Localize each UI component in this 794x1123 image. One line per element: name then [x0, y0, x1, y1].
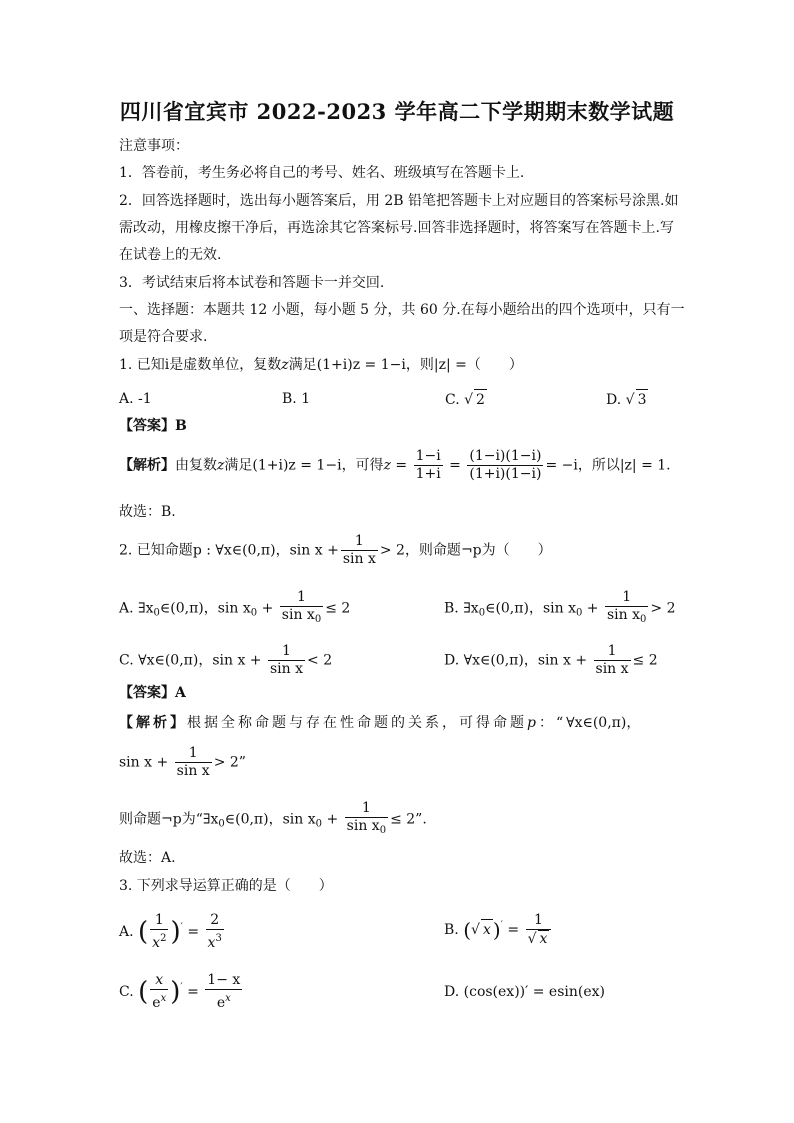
q2-analysis-b: ：“	[538, 715, 567, 731]
q3-c-prime: ′	[180, 982, 183, 993]
q2-neg-quant: ∃x	[202, 811, 219, 828]
q2-b-quant: ∃x	[463, 600, 479, 617]
q3-b-rparen: )	[492, 918, 501, 942]
q2-neg-rel: ≤ 2	[390, 811, 416, 828]
q2-stem-frac-num: 1	[341, 533, 378, 551]
q1-frac1-den: 1+i	[415, 466, 441, 482]
q3-a-lhs-den-x: x	[152, 935, 161, 951]
q3-b-eq: =	[507, 922, 520, 938]
q1-abs: |z| =	[433, 357, 467, 373]
q2-analysis-sinx: sin x +	[119, 754, 169, 771]
q1-analysis: 【解析】由复数z满足(1+i)z = 1−i，可得z = $\frac{1-i}{1+i}$ = $\frac{(1-i)(1-i)}{(1+i)(1-i)}$ = −i，所以|z| = 1.	[119, 448, 671, 482]
q3-c-lhs-exp: x	[160, 993, 167, 1004]
q2-option-c	[119, 643, 332, 678]
q3-c-label: C.	[119, 984, 134, 1000]
q2-b-frac-num: 1	[605, 589, 648, 607]
q2-analysis-quant: ∀x∈(0,π)	[566, 715, 627, 731]
question-2-stem	[119, 533, 552, 568]
q2-c-label: C.	[119, 652, 134, 669]
q2-neg-symbol: ¬p	[161, 811, 182, 828]
q3-a-rhs-num: 2	[206, 912, 224, 930]
q2-neg-c: ”.	[415, 811, 427, 828]
q2-d-frac-den: sin x	[595, 661, 629, 677]
q2-sinx: sin x +	[289, 542, 339, 559]
note-3: 3．考试结束后将本试卷和答题卡一并交回.	[119, 275, 385, 291]
q1-analysis-b: 满足	[224, 457, 253, 474]
q1-stem-d: （ ）	[466, 357, 523, 373]
question-1-stem	[119, 355, 523, 375]
q3-a-lhs-num: 1	[150, 912, 168, 930]
q3-b-rhs-den-x: x	[539, 931, 548, 947]
q2-a-frac	[280, 589, 323, 628]
note-2-line2: 需改动，用橡皮擦干净后，再选涂其它答案标号.回答非选择题时，将答案写在答题卡上.写	[119, 220, 674, 236]
q2-b-rel: > 2	[650, 600, 676, 617]
q2-stem-c: ，则命题	[404, 542, 461, 559]
q3-c-eq: =	[187, 984, 199, 1000]
q3-b-lhs: x	[481, 919, 493, 940]
q3-option-d	[444, 982, 605, 1002]
q2-analysis-p: p	[527, 715, 539, 731]
q2-d-comma: ，	[523, 652, 538, 669]
q1-frac1-num: 1−i	[415, 448, 441, 464]
q3-a-rparen: )	[170, 917, 181, 947]
q1-analysis-result: |z| = 1.	[619, 457, 671, 474]
q1-stem-c: ，则	[405, 357, 434, 373]
q1-option-c: C. √ 2	[445, 389, 487, 410]
q2-option-a: A. $\exists x_0\in(0,\pi)$，$\sin x_0$ + $\frac{1}{\sin x_0}$ ≤ 2	[119, 589, 350, 628]
q1-analysis-label: 【解析】	[119, 457, 175, 474]
q3-a-lhs-exp: 2	[160, 933, 167, 944]
q3-b-label: B.	[444, 922, 459, 938]
q2-c-frac	[268, 643, 305, 678]
q3-c-lhs-num: x	[150, 972, 168, 990]
q1-option-c-value: 2	[474, 389, 487, 410]
q2-stem-frac-den: sin x	[342, 551, 376, 567]
q3-option-a	[119, 912, 226, 952]
q1-answer: 【答案】B	[119, 418, 187, 434]
q2-d-frac-num: 1	[594, 643, 631, 661]
q3-b-lparen: (	[463, 918, 472, 942]
q3-d-expr: (cos(ex))′ = esin(ex)	[463, 984, 606, 1000]
q3-b-rhs-num: 1	[526, 912, 552, 930]
q3-c-rhs-frac	[205, 972, 242, 1012]
q1-analysis-eq: (1+i)z = 1−i	[252, 457, 342, 474]
q3-option-b: B. (√ x )′ = $\frac{1}{√ x}$	[444, 912, 553, 948]
q2-a-domain: ∈(0,π)	[159, 600, 204, 617]
q1-stem-b: 满足	[288, 357, 317, 373]
q2-neg-frac-num: 1	[345, 800, 388, 818]
q3-c-rhs-num: 1− x	[207, 972, 241, 988]
section-heading-line2: 项是符合要求.	[119, 329, 208, 345]
q2-a-quant: ∃x	[138, 600, 154, 617]
q1-analysis-d: ，所以	[577, 457, 620, 474]
q2-analysis-quote-end: ”	[238, 754, 246, 771]
q3-a-rhs-exp: 3	[215, 933, 222, 944]
q1-option-d-value: 3	[636, 389, 649, 410]
q2-b-sub2: 0	[575, 607, 583, 619]
q1-equation: (1+i)z = 1−i	[316, 357, 406, 373]
q2-neg-domain: ∈(0,π)	[224, 811, 269, 828]
q2-c-frac-den: sin x	[270, 661, 304, 677]
q2-d-sinx: sin x +	[537, 652, 588, 669]
q1-option-b: B. 1	[282, 391, 311, 407]
q3-c-lparen: (	[138, 977, 149, 1007]
q2-a-sub: 0	[153, 607, 160, 619]
q2-neg-frac-den	[345, 818, 388, 839]
q2-stem-frac	[341, 533, 378, 568]
q2-b-label: B.	[444, 600, 459, 617]
q3-a-label: A.	[119, 924, 134, 940]
q2-neg-frac-den-sub: 0	[379, 825, 387, 836]
q2-analysis-line1	[119, 713, 643, 733]
q3-a-lhs-frac	[150, 912, 168, 952]
q2-b-sub: 0	[478, 607, 486, 619]
q1-fraction-1	[414, 448, 443, 483]
q2-c-sinx: sin x +	[212, 652, 262, 669]
q2-neg-sin: sin x	[282, 811, 316, 828]
q3-d-label: D.	[444, 984, 460, 1000]
q1-option-c-label: C.	[445, 392, 460, 408]
q3-a-rhs-frac	[206, 912, 224, 952]
q2-a-label: A.	[119, 600, 134, 617]
q2-neg-comma: ，	[268, 811, 283, 828]
notes-heading: 注意事项：	[119, 138, 189, 154]
q1-fraction-2	[467, 448, 543, 483]
q3-c-rhs-den-e: e	[216, 995, 226, 1011]
q2-b-frac-den-sub: 0	[640, 614, 647, 625]
q2-option-b: B. $\exists x_0\in(0,\pi)$，$\sin x_0$ + $\frac{1}{\sin x_0}$ > 2	[444, 589, 675, 628]
question-3-stem: 3. 下列求导运算正确的是（ ）	[119, 878, 333, 894]
q2-d-label: D.	[444, 652, 460, 669]
q2-d-rel: ≤ 2	[632, 652, 658, 669]
q1-analysis-e: = −i	[545, 457, 578, 474]
q2-b-frac-den	[605, 607, 648, 628]
q2-neg-sub: 0	[218, 818, 225, 830]
q1-analysis-z: z	[217, 457, 225, 474]
q3-b-prime: ′	[500, 920, 503, 931]
q2-b-frac-den-text: sin x	[606, 607, 641, 623]
page-title: 四川省宜宾市 2022-2023 学年高二下学期期末数学试题	[119, 99, 675, 124]
q2-option-d	[444, 643, 658, 678]
note-2-line3: 在试卷上的无效.	[119, 247, 222, 263]
q1-analysis-z2: z	[383, 457, 391, 474]
q1-option-a: A. -1	[119, 391, 152, 407]
q1-analysis-a: 由复数	[175, 457, 217, 474]
q2-neg-sub2: 0	[315, 818, 323, 830]
q3-a-lparen: (	[138, 917, 149, 947]
note-2-line1: 2．回答选择题时，选出每小题答案后，用 2B 铅笔把答题卡上对应题目的答案标号涂黑.如	[119, 193, 679, 209]
q3-option-c	[119, 972, 244, 1012]
q2-stem-a: 2. 已知命题	[119, 542, 193, 559]
q2-analysis-frac-num: 1	[175, 745, 212, 763]
q2-a-frac-den	[280, 607, 323, 628]
q3-b-rhs-den: √ x	[527, 931, 548, 947]
q3-c-rparen: )	[170, 977, 181, 1007]
q2-b-frac	[605, 589, 648, 628]
q2-a-frac-den-sub: 0	[314, 614, 322, 625]
q2-analysis-line2	[119, 745, 246, 780]
q2-c-frac-num: 1	[268, 643, 305, 661]
q2-a-frac-den-text: sin x	[281, 607, 315, 623]
q2-a-frac-num: 1	[280, 589, 323, 607]
q3-a-lhs-den	[150, 930, 168, 952]
q1-frac2-num: (1−i)(1−i)	[469, 448, 542, 464]
q2-c-rel: < 2	[307, 652, 333, 669]
q2-analysis-gt2: > 2	[213, 754, 239, 771]
q2-neg-b: 为“	[181, 811, 203, 828]
q3-b-rhs-frac	[526, 912, 552, 948]
q2-b-comma: ，	[528, 600, 543, 617]
q2-a-rel: ≤ 2	[325, 600, 351, 617]
q2-stem-b: ，	[275, 542, 290, 559]
q2-neg-p: ¬p	[460, 542, 482, 559]
q3-a-eq: =	[187, 924, 200, 940]
q1-option-d: D. √ 3	[606, 389, 648, 410]
q3-c-rhs-exp: x	[225, 993, 231, 1004]
q1-analysis-c: ，可得	[341, 457, 384, 474]
q3-c-lhs-den-e: e	[152, 995, 161, 1011]
section-heading-line1: 一、选择题：本题共 12 小题，每小题 5 分，共 60 分.在每小题给出的四个选项中，只有一	[119, 302, 685, 318]
q2-answer: 【答案】A	[119, 685, 186, 701]
q2-stem-d: 为（ ）	[481, 542, 552, 559]
q3-a-prime: ′	[180, 922, 183, 933]
q2-analysis-frac	[175, 745, 212, 780]
q3-a-rhs-den	[206, 930, 224, 952]
q3-c-lhs-den	[150, 990, 168, 1012]
q2-analysis-a: 根据全称命题与存在性命题的关系，可得命题	[187, 715, 527, 731]
q2-negation-line: 则命题¬p为“$\exists x_0\in(0,\pi)$，$\sin x_0$ + $\frac{1}{\sin x_0}$ ≤ 2”.	[119, 800, 427, 839]
q3-c-lhs-frac	[150, 972, 168, 1012]
q2-analysis-frac-den: sin x	[176, 763, 210, 779]
q2-neg-a: 则命题	[119, 811, 161, 828]
q2-conclusion: 故选：A.	[119, 850, 176, 866]
q2-analysis-c: ，	[626, 715, 644, 731]
q1-frac2-den: (1+i)(1−i)	[469, 466, 542, 482]
q2-neg-frac	[345, 800, 388, 839]
q1-option-d-label: D.	[606, 392, 622, 408]
note-1: 1．答卷前，考生务必将自己的考号、姓名、班级填写在答题卡上.	[119, 165, 525, 181]
q1-z: z	[281, 357, 289, 373]
q2-a-sub2: 0	[250, 607, 258, 619]
q1-conclusion: 故选：B.	[119, 504, 176, 520]
q2-d-frac	[594, 643, 631, 678]
q1-stem-a: 1. 已知i是虚数单位，复数	[119, 357, 282, 373]
q2-c-quant: ∀x∈(0,π)	[138, 652, 199, 669]
q2-b-domain: ∈(0,π)	[485, 600, 529, 617]
q2-b-sin: sin x	[542, 600, 576, 617]
q2-neg-frac-den-text: sin x	[346, 818, 380, 834]
q2-analysis-label: 【解析】	[119, 715, 187, 731]
q2-proposition: p : ∀x∈(0,π)	[192, 542, 276, 559]
q2-c-comma: ，	[198, 652, 213, 669]
q2-a-comma: ，	[203, 600, 218, 617]
q2-d-quant: ∀x∈(0,π)	[463, 652, 524, 669]
q2-a-sin: sin x	[217, 600, 251, 617]
q2-stem-gt2: > 2	[379, 542, 405, 559]
q3-a-rhs-den-x: x	[207, 935, 216, 951]
q3-c-rhs-den	[205, 990, 242, 1012]
